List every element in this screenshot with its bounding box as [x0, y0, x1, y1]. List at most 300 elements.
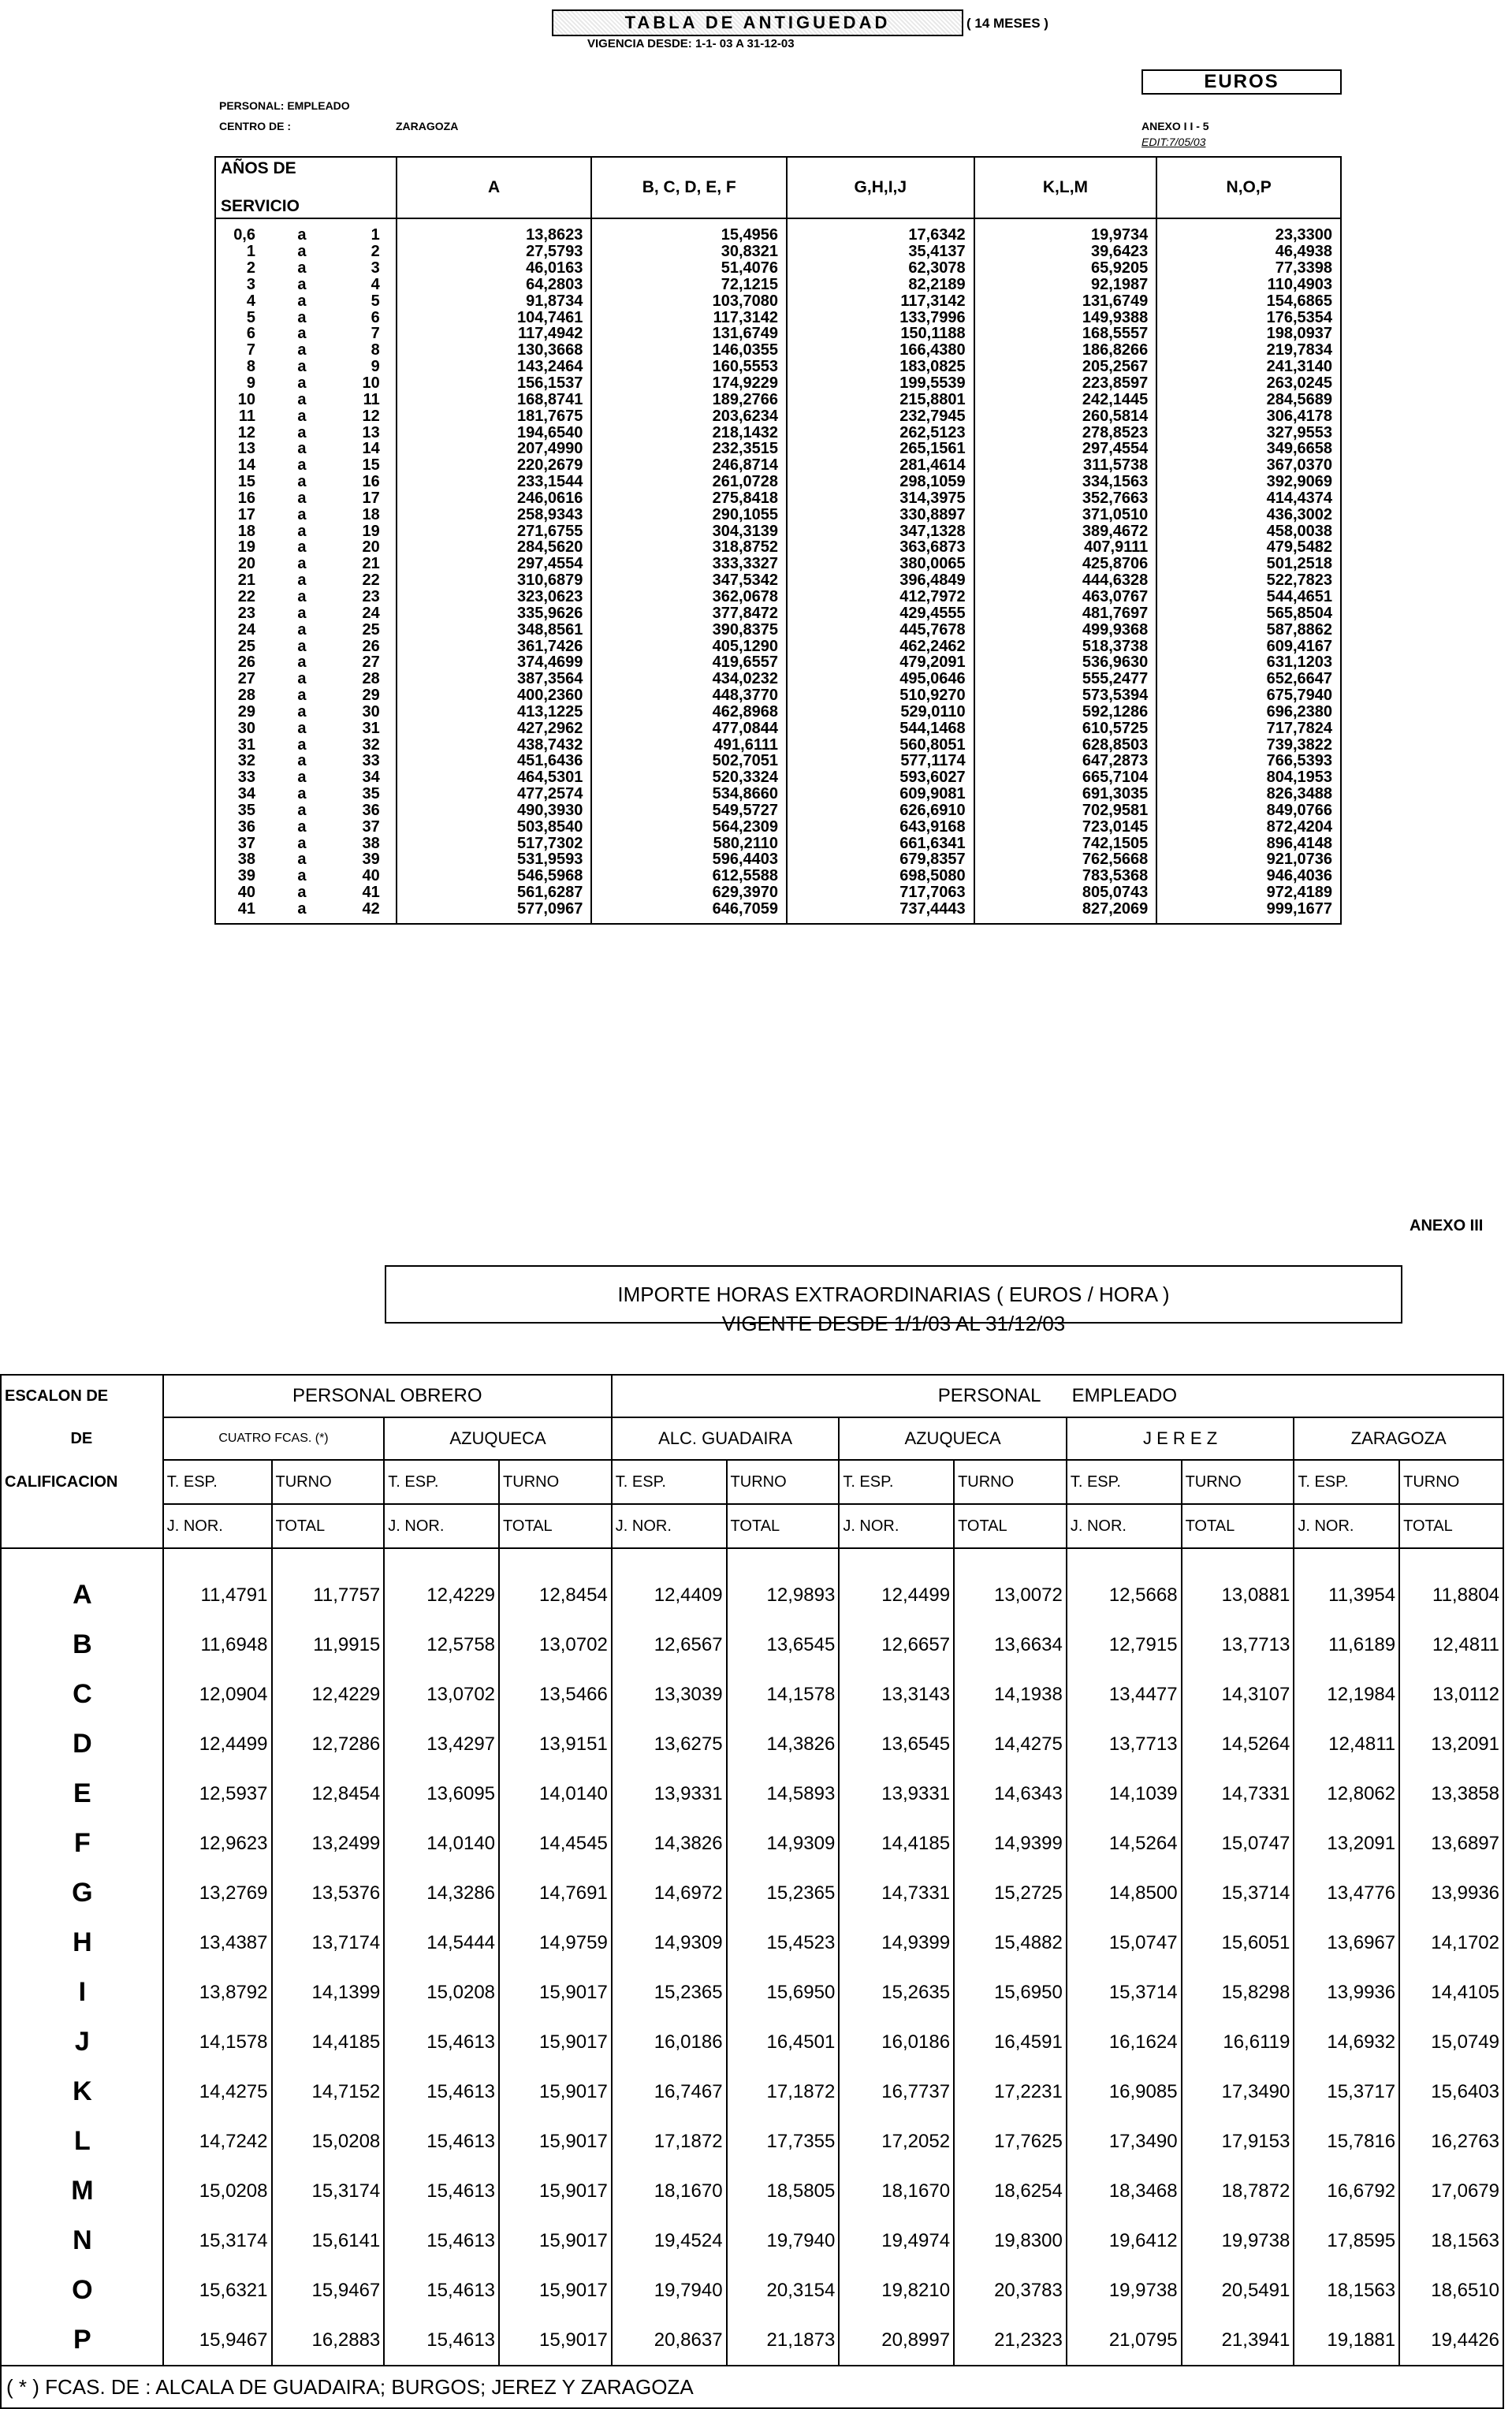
- value-cell: 348,8561: [397, 621, 592, 638]
- value-cell: 233,1544: [397, 474, 592, 490]
- table-row: [215, 736, 1341, 753]
- table-row: [215, 868, 1341, 884]
- table-row: [215, 391, 1341, 408]
- table-row: [215, 309, 1341, 326]
- years-from: 24: [237, 620, 255, 639]
- rate-cell: 18,6254: [954, 2166, 1067, 2216]
- rate-cell: 16,7737: [839, 2067, 954, 2117]
- value-cell: 522,7823: [1156, 572, 1341, 589]
- table-row: [1, 2216, 1503, 2266]
- table-row: [215, 523, 1341, 539]
- years-to: 6: [371, 308, 380, 326]
- rate-cell: 14,7152: [272, 2067, 385, 2117]
- table-row: [1, 2017, 1503, 2067]
- side-label-2: DE: [1, 1417, 163, 1460]
- rate-cell: 15,6051: [1182, 1918, 1294, 1968]
- value-cell: 413,1225: [397, 703, 592, 720]
- years-sep: a: [297, 687, 307, 705]
- years-sep: a: [297, 275, 307, 293]
- rate-cell: 11,4791: [163, 1548, 272, 1620]
- years-to: 17: [362, 489, 380, 507]
- table-row: [215, 218, 1341, 244]
- value-cell: 462,8968: [591, 703, 787, 720]
- value-cell: 92,1987: [974, 277, 1157, 293]
- rate-cell: 15,2635: [839, 1968, 954, 2017]
- years-from: 20: [237, 555, 255, 573]
- table-row: [1, 2067, 1503, 2117]
- years-sep: a: [297, 407, 307, 425]
- header-j-nor: J. NOR.: [1294, 1504, 1399, 1548]
- value-cell: 412,7972: [787, 589, 974, 605]
- value-cell: 392,9069: [1156, 474, 1341, 490]
- years-sep: a: [297, 341, 307, 359]
- rate-cell: 15,0747: [1182, 1819, 1294, 1868]
- rate-cell: 14,4275: [163, 2067, 272, 2117]
- value-cell: 555,2477: [974, 671, 1157, 687]
- value-cell: 176,5354: [1156, 309, 1341, 326]
- rate-cell: 19,8210: [839, 2266, 954, 2315]
- header-t-esp: T. ESP.: [612, 1460, 727, 1504]
- value-cell: 290,1055: [591, 506, 787, 523]
- years-sep: a: [297, 735, 307, 754]
- value-cell: 481,7697: [974, 605, 1157, 621]
- rate-cell: 12,7286: [272, 1719, 385, 1769]
- rate-cell: 14,5264: [1067, 1819, 1182, 1868]
- centro-label: CENTRO DE :: [219, 120, 291, 132]
- rate-cell: 17,9153: [1182, 2117, 1294, 2166]
- rate-cell: 13,4387: [163, 1918, 272, 1968]
- value-cell: 297,4554: [397, 556, 592, 572]
- years-sep: a: [297, 358, 307, 376]
- years-range: [215, 638, 397, 654]
- rate-cell: 16,2763: [1399, 2117, 1503, 2166]
- value-cell: 631,1203: [1156, 654, 1341, 671]
- years-from: 39: [237, 867, 255, 885]
- sub-azuqueca-obrero: AZUQUECA: [384, 1417, 612, 1460]
- rate-cell: 14,1039: [1067, 1769, 1182, 1819]
- years-from: 10: [237, 390, 255, 408]
- edit-label: EDIT:7/05/03: [1141, 136, 1206, 148]
- rate-cell: 15,9017: [499, 1968, 612, 2017]
- rate-cell: 11,7757: [272, 1548, 385, 1620]
- category-label: F: [1, 1819, 163, 1868]
- years-header: AÑOS DE SERVICIO: [215, 157, 397, 218]
- value-cell: 565,8504: [1156, 605, 1341, 621]
- value-cell: 573,5394: [974, 687, 1157, 704]
- value-cell: 242,1445: [974, 391, 1157, 408]
- value-cell: 612,5588: [591, 868, 787, 884]
- value-cell: 335,9626: [397, 605, 592, 621]
- years-sep: a: [297, 259, 307, 277]
- value-cell: 156,1537: [397, 375, 592, 392]
- years-from: 33: [237, 769, 255, 787]
- rate-cell: 13,9151: [499, 1719, 612, 1769]
- table-row: [215, 769, 1341, 786]
- rate-cell: 15,2725: [954, 1868, 1067, 1918]
- years-range: [215, 753, 397, 769]
- value-cell: 64,2803: [397, 277, 592, 293]
- category-label: H: [1, 1918, 163, 1968]
- category-label: K: [1, 2067, 163, 2117]
- rate-cell: 13,2769: [163, 1868, 272, 1918]
- years-sep: a: [297, 653, 307, 672]
- rate-cell: 21,2323: [954, 2315, 1067, 2366]
- rate-cell: 21,3941: [1182, 2315, 1294, 2366]
- rate-cell: 15,4613: [384, 2166, 499, 2216]
- value-cell: 425,8706: [974, 556, 1157, 572]
- years-to: 12: [362, 407, 380, 425]
- rate-cell: 14,3286: [384, 1868, 499, 1918]
- value-cell: 271,6755: [397, 523, 592, 539]
- rate-cell: 15,7816: [1294, 2117, 1399, 2166]
- rate-cell: 13,2091: [1294, 1819, 1399, 1868]
- value-cell: 495,0646: [787, 671, 974, 687]
- rate-cell: 12,9623: [163, 1819, 272, 1868]
- years-from: 14: [237, 456, 255, 475]
- value-cell: 510,9270: [787, 687, 974, 704]
- rate-cell: 13,3858: [1399, 1769, 1503, 1819]
- value-cell: 665,7104: [974, 769, 1157, 786]
- years-to: 23: [362, 587, 380, 605]
- years-sep: a: [297, 440, 307, 458]
- years-sep: a: [297, 752, 307, 770]
- years-to: 13: [362, 423, 380, 441]
- value-cell: 626,6910: [787, 802, 974, 819]
- rate-cell: 13,6545: [727, 1620, 840, 1670]
- years-from: 37: [237, 834, 255, 852]
- years-from: 34: [237, 785, 255, 803]
- rate-cell: 17,7355: [727, 2117, 840, 2166]
- years-range: [215, 260, 397, 277]
- rate-cell: 14,1938: [954, 1670, 1067, 1719]
- table-row: [1, 1769, 1503, 1819]
- rate-cell: 13,7713: [1067, 1719, 1182, 1769]
- value-cell: 203,6234: [591, 408, 787, 424]
- years-to: 31: [362, 719, 380, 737]
- years-sep: a: [297, 637, 307, 655]
- value-cell: 451,6436: [397, 753, 592, 769]
- rate-cell: 20,5491: [1182, 2266, 1294, 2315]
- years-range: [215, 884, 397, 901]
- rate-cell: 19,1881: [1294, 2315, 1399, 2366]
- table-row: [215, 342, 1341, 359]
- rate-cell: 15,9017: [499, 2067, 612, 2117]
- years-from: 17: [237, 505, 255, 523]
- rate-cell: 19,9738: [1067, 2266, 1182, 2315]
- personal-label: PERSONAL: EMPLEADO: [219, 99, 350, 112]
- value-cell: 103,7080: [591, 292, 787, 309]
- rate-cell: 14,3826: [727, 1719, 840, 1769]
- rate-cell: 13,6275: [612, 1719, 727, 1769]
- value-cell: 698,5080: [787, 868, 974, 884]
- years-from: 15: [237, 473, 255, 491]
- rate-cell: 14,9399: [839, 1918, 954, 1968]
- years-sep: a: [297, 670, 307, 688]
- rate-cell: 15,3714: [1067, 1968, 1182, 2017]
- col-header-bcdef: B, C, D, E, F: [591, 157, 787, 218]
- rate-cell: 14,0140: [384, 1819, 499, 1868]
- rate-cell: 17,8595: [1294, 2216, 1399, 2266]
- category-label: O: [1, 2266, 163, 2315]
- header-t-esp: T. ESP.: [163, 1460, 272, 1504]
- value-cell: 536,9630: [974, 654, 1157, 671]
- value-cell: 349,6658: [1156, 441, 1341, 457]
- table-row: [215, 326, 1341, 342]
- years-from: 3: [246, 275, 255, 293]
- rate-cell: 13,4477: [1067, 1670, 1182, 1719]
- years-from: 0,6: [233, 226, 255, 244]
- years-to: 14: [362, 440, 380, 458]
- rate-cell: 15,4613: [384, 2017, 499, 2067]
- value-cell: 921,0736: [1156, 851, 1341, 868]
- rate-cell: 18,1670: [839, 2166, 954, 2216]
- table-row: [1, 1670, 1503, 1719]
- value-cell: 549,5727: [591, 802, 787, 819]
- rate-cell: 20,8637: [612, 2315, 727, 2366]
- sub-jerez: J E R E Z: [1067, 1417, 1294, 1460]
- years-sep: a: [297, 817, 307, 836]
- table-row: [215, 277, 1341, 293]
- rate-cell: 15,0749: [1399, 2017, 1503, 2067]
- years-sep: a: [297, 900, 307, 918]
- rate-cell: 13,2499: [272, 1819, 385, 1868]
- header-j-nor: J. NOR.: [612, 1504, 727, 1548]
- header-turno: TURNO: [727, 1460, 840, 1504]
- value-cell: 334,1563: [974, 474, 1157, 490]
- table-row: [1, 1548, 1503, 1620]
- rate-cell: 15,4613: [384, 2067, 499, 2117]
- years-range: [215, 736, 397, 753]
- years-range: [215, 901, 397, 925]
- value-cell: 646,7059: [591, 901, 787, 925]
- years-sep: a: [297, 489, 307, 507]
- value-cell: 160,5553: [591, 359, 787, 375]
- years-from: 38: [237, 851, 255, 869]
- value-cell: 374,4699: [397, 654, 592, 671]
- years-range: [215, 786, 397, 802]
- value-cell: 30,8321: [591, 244, 787, 260]
- header-turno: TURNO: [499, 1460, 612, 1504]
- value-cell: 62,3078: [787, 260, 974, 277]
- years-range: [215, 474, 397, 490]
- rate-cell: 13,3143: [839, 1670, 954, 1719]
- rate-cell: 15,6950: [727, 1968, 840, 2017]
- value-cell: 39,6423: [974, 244, 1157, 260]
- value-cell: 146,0355: [591, 342, 787, 359]
- value-cell: 546,5968: [397, 868, 592, 884]
- years-to: 3: [371, 259, 380, 277]
- rate-cell: 16,0186: [612, 2017, 727, 2067]
- rate-cell: 16,4501: [727, 2017, 840, 2067]
- value-cell: 246,8714: [591, 457, 787, 474]
- rate-cell: 21,1873: [727, 2315, 840, 2366]
- rate-cell: 17,2052: [839, 2117, 954, 2166]
- rate-cell: 17,0679: [1399, 2166, 1503, 2216]
- value-cell: 104,7461: [397, 309, 592, 326]
- value-cell: 223,8597: [974, 375, 1157, 392]
- rate-cell: 20,8997: [839, 2315, 954, 2366]
- rate-cell: 12,1984: [1294, 1670, 1399, 1719]
- years-range: [215, 277, 397, 293]
- value-cell: 529,0110: [787, 703, 974, 720]
- rate-cell: 17,1872: [612, 2117, 727, 2166]
- value-cell: 261,0728: [591, 474, 787, 490]
- value-cell: 502,7051: [591, 753, 787, 769]
- value-cell: 13,8623: [397, 218, 592, 244]
- value-cell: 189,2766: [591, 391, 787, 408]
- rate-cell: 14,7691: [499, 1868, 612, 1918]
- value-cell: 306,4178: [1156, 408, 1341, 424]
- years-range: [215, 424, 397, 441]
- years-sep: a: [297, 292, 307, 310]
- sub-azuqueca-empleado: AZUQUECA: [839, 1417, 1067, 1460]
- table-row: [215, 818, 1341, 835]
- table-row: [215, 359, 1341, 375]
- rate-cell: 16,6792: [1294, 2166, 1399, 2216]
- value-cell: 804,1953: [1156, 769, 1341, 786]
- value-cell: 199,5539: [787, 375, 974, 392]
- value-cell: 445,7678: [787, 621, 974, 638]
- years-range: [215, 342, 397, 359]
- sub-zaragoza: ZARAGOZA: [1294, 1417, 1503, 1460]
- rate-cell: 13,6095: [384, 1769, 499, 1819]
- years-range: [215, 589, 397, 605]
- years-to: 7: [371, 325, 380, 343]
- table-row: [215, 720, 1341, 736]
- rate-cell: 16,1624: [1067, 2017, 1182, 2067]
- value-cell: 463,0767: [974, 589, 1157, 605]
- rate-cell: 14,8500: [1067, 1868, 1182, 1918]
- table-row: [1, 1620, 1503, 1670]
- value-cell: 15,4956: [591, 218, 787, 244]
- rate-cell: 14,1578: [727, 1670, 840, 1719]
- value-cell: 717,7824: [1156, 720, 1341, 736]
- rate-cell: 13,9936: [1399, 1868, 1503, 1918]
- years-sep: a: [297, 390, 307, 408]
- years-range: [215, 868, 397, 884]
- years-to: 32: [362, 735, 380, 754]
- value-cell: 742,1505: [974, 835, 1157, 851]
- rate-cell: 13,0112: [1399, 1670, 1503, 1719]
- rate-cell: 15,3174: [272, 2166, 385, 2216]
- value-cell: 168,8741: [397, 391, 592, 408]
- years-from: 19: [237, 538, 255, 557]
- value-cell: 23,3300: [1156, 218, 1341, 244]
- value-cell: 419,6557: [591, 654, 787, 671]
- years-sep: a: [297, 325, 307, 343]
- years-range: [215, 818, 397, 835]
- value-cell: 363,6873: [787, 539, 974, 556]
- rate-cell: 11,9915: [272, 1620, 385, 1670]
- rate-cell: 15,2365: [727, 1868, 840, 1918]
- value-cell: 762,5668: [974, 851, 1157, 868]
- rate-cell: 14,6932: [1294, 2017, 1399, 2067]
- years-sep: a: [297, 604, 307, 622]
- value-cell: 479,5482: [1156, 539, 1341, 556]
- value-cell: 593,6027: [787, 769, 974, 786]
- rate-cell: 14,4275: [954, 1719, 1067, 1769]
- vigencia: VIGENCIA DESDE: 1-1- 03 A 31-12-03: [587, 37, 795, 50]
- rate-cell: 19,4524: [612, 2216, 727, 2266]
- value-cell: 241,3140: [1156, 359, 1341, 375]
- group-empleado: PERSONAL EMPLEADO: [612, 1375, 1503, 1417]
- side-label-3: CALIFICACION: [1, 1460, 163, 1504]
- category-label: N: [1, 2216, 163, 2266]
- rate-cell: 15,6321: [163, 2266, 272, 2315]
- category-label: C: [1, 1670, 163, 1719]
- col-header-nop: N,O,P: [1156, 157, 1341, 218]
- rate-cell: 14,5893: [727, 1769, 840, 1819]
- category-label: L: [1, 2117, 163, 2166]
- rate-cell: 18,6510: [1399, 2266, 1503, 2315]
- years-to: 5: [371, 292, 380, 310]
- years-to: 34: [362, 769, 380, 787]
- years-range: [215, 309, 397, 326]
- value-cell: 560,8051: [787, 736, 974, 753]
- value-cell: 429,4555: [787, 605, 974, 621]
- years-from: 4: [246, 292, 255, 310]
- table-row: [215, 474, 1341, 490]
- years-range: [215, 457, 397, 474]
- years-range: [215, 720, 397, 736]
- years-range: [215, 506, 397, 523]
- years-from: 9: [246, 374, 255, 393]
- rate-cell: 13,9936: [1294, 1968, 1399, 2017]
- value-cell: 479,2091: [787, 654, 974, 671]
- rate-cell: 16,7467: [612, 2067, 727, 2117]
- rate-cell: 13,0702: [499, 1620, 612, 1670]
- years-sep: a: [297, 719, 307, 737]
- rate-cell: 14,9309: [727, 1819, 840, 1868]
- rate-cell: 14,4545: [499, 1819, 612, 1868]
- value-cell: 503,8540: [397, 818, 592, 835]
- value-cell: 117,3142: [787, 292, 974, 309]
- table-row: [215, 901, 1341, 925]
- years-sep: a: [297, 522, 307, 540]
- value-cell: 72,1215: [591, 277, 787, 293]
- rate-cell: 13,0881: [1182, 1548, 1294, 1620]
- sub-cuatro-fcas: CUATRO FCAS. (*): [163, 1417, 385, 1460]
- rate-cell: 14,4105: [1399, 1968, 1503, 2017]
- rate-cell: 13,6634: [954, 1620, 1067, 1670]
- value-cell: 35,4137: [787, 244, 974, 260]
- sub-alc-guadaira: ALC. GUADAIRA: [612, 1417, 840, 1460]
- value-cell: 117,3142: [591, 309, 787, 326]
- category-label: J: [1, 2017, 163, 2067]
- years-from: 16: [237, 489, 255, 507]
- years-sep: a: [297, 538, 307, 557]
- value-cell: 396,4849: [787, 572, 974, 589]
- value-cell: 262,5123: [787, 424, 974, 441]
- years-range: [215, 539, 397, 556]
- value-cell: 427,2962: [397, 720, 592, 736]
- value-cell: 362,0678: [591, 589, 787, 605]
- rate-cell: 16,6119: [1182, 2017, 1294, 2067]
- table-row: [215, 605, 1341, 621]
- value-cell: 77,3398: [1156, 260, 1341, 277]
- centro-value: ZARAGOZA: [396, 120, 459, 132]
- rate-cell: 16,9085: [1067, 2067, 1182, 2117]
- years-range: [215, 605, 397, 621]
- currency-label: EUROS: [1204, 71, 1279, 92]
- years-sep: a: [297, 851, 307, 869]
- years-sep: a: [297, 587, 307, 605]
- years-sep: a: [297, 473, 307, 491]
- years-to: 28: [362, 670, 380, 688]
- rate-cell: 14,9759: [499, 1918, 612, 1968]
- header-turno: TURNO: [1399, 1460, 1503, 1504]
- rate-cell: 14,6972: [612, 1868, 727, 1918]
